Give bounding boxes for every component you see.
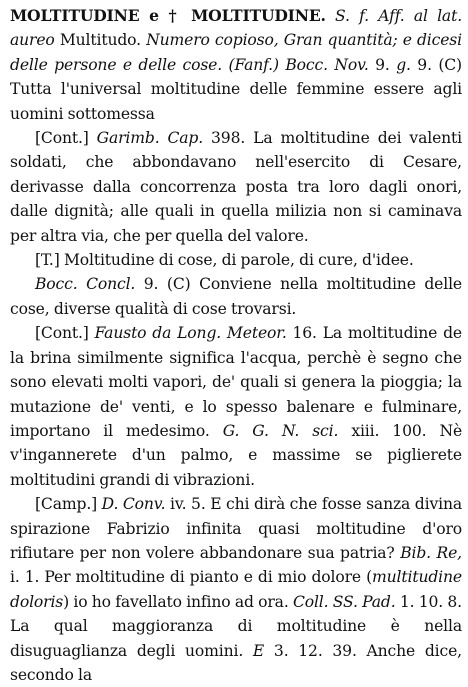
dictionary-entry-moltitudine [10,4,462,687]
citation-dante-convivio: [Camp.] D. Conv. iv. 5. E chi dirà che fosse sanza divina spirazione Fabrizio infinita quasi moltitudine d'oro rifiutare per non volere abbandonare sua patria? Bib. Re, i. 1. Per moltitudine di pianto e di mio dolore (multitudine doloris) io ho favellato infino ad ora. Coll. SS. Pad. 1. 10. 8. La qual maggioranza di moltitudine è nella disuguaglianza degli uomini. E 3. 12. 39. Anche dice, secondo la [10,495,462,684]
citation-garimberti: [Cont.] Garimb. Cap. 398. La moltitudine dei valenti soldati, che abbondavano nell'esercito di Cesare, derivasse dalla concorrenza posta tra loro dagli onori, dalle dignità; alle quali in quella milizia non si caminava per altra via, che per quella del valore. [10,129,462,245]
citation-boccaccio-conclusione: Bocc. Concl. 9. (C) Conviene nella moltitudine delle cose, diverse qualità di cose trovarsi. [10,275,462,318]
entry-definition-paragraph: MOLTITUDINE e † MOLTITUDINE. S. f. Aff. al lat. aureo Multitudo. Numero copioso, Gran quantità; e dicesi delle persone e delle cose. (Fanf.) Bocc. Nov. 9. g. 9. (C) Tutta l'universal moltitudine delle femmine essere agli uomini sottomessa [10,6,462,123]
entry-headword: MOLTITUDINE e † MOLTITUDINE. [10,6,326,25]
citation-fausto-da-longiano: [Cont.] Fausto da Long. Meteor. 16. La moltitudine de la brina similmente significa l'acqua, perchè è segno che sono elevati molti vapori, de' quali si genera la pioggia; la mutazione de' venti, e lo spesso balenare e fulminare, importano il medesimo. G. G. N. sci. xiii. 100. Nè v'ingannerete d'un palmo, e massime se piglierete moltitudini grandi di vibrazioni. [10,324,463,489]
sense-moltitudine-di-cose: [T.] Moltitudine di cose, di parole, di cure, d'idee. [35,251,414,270]
